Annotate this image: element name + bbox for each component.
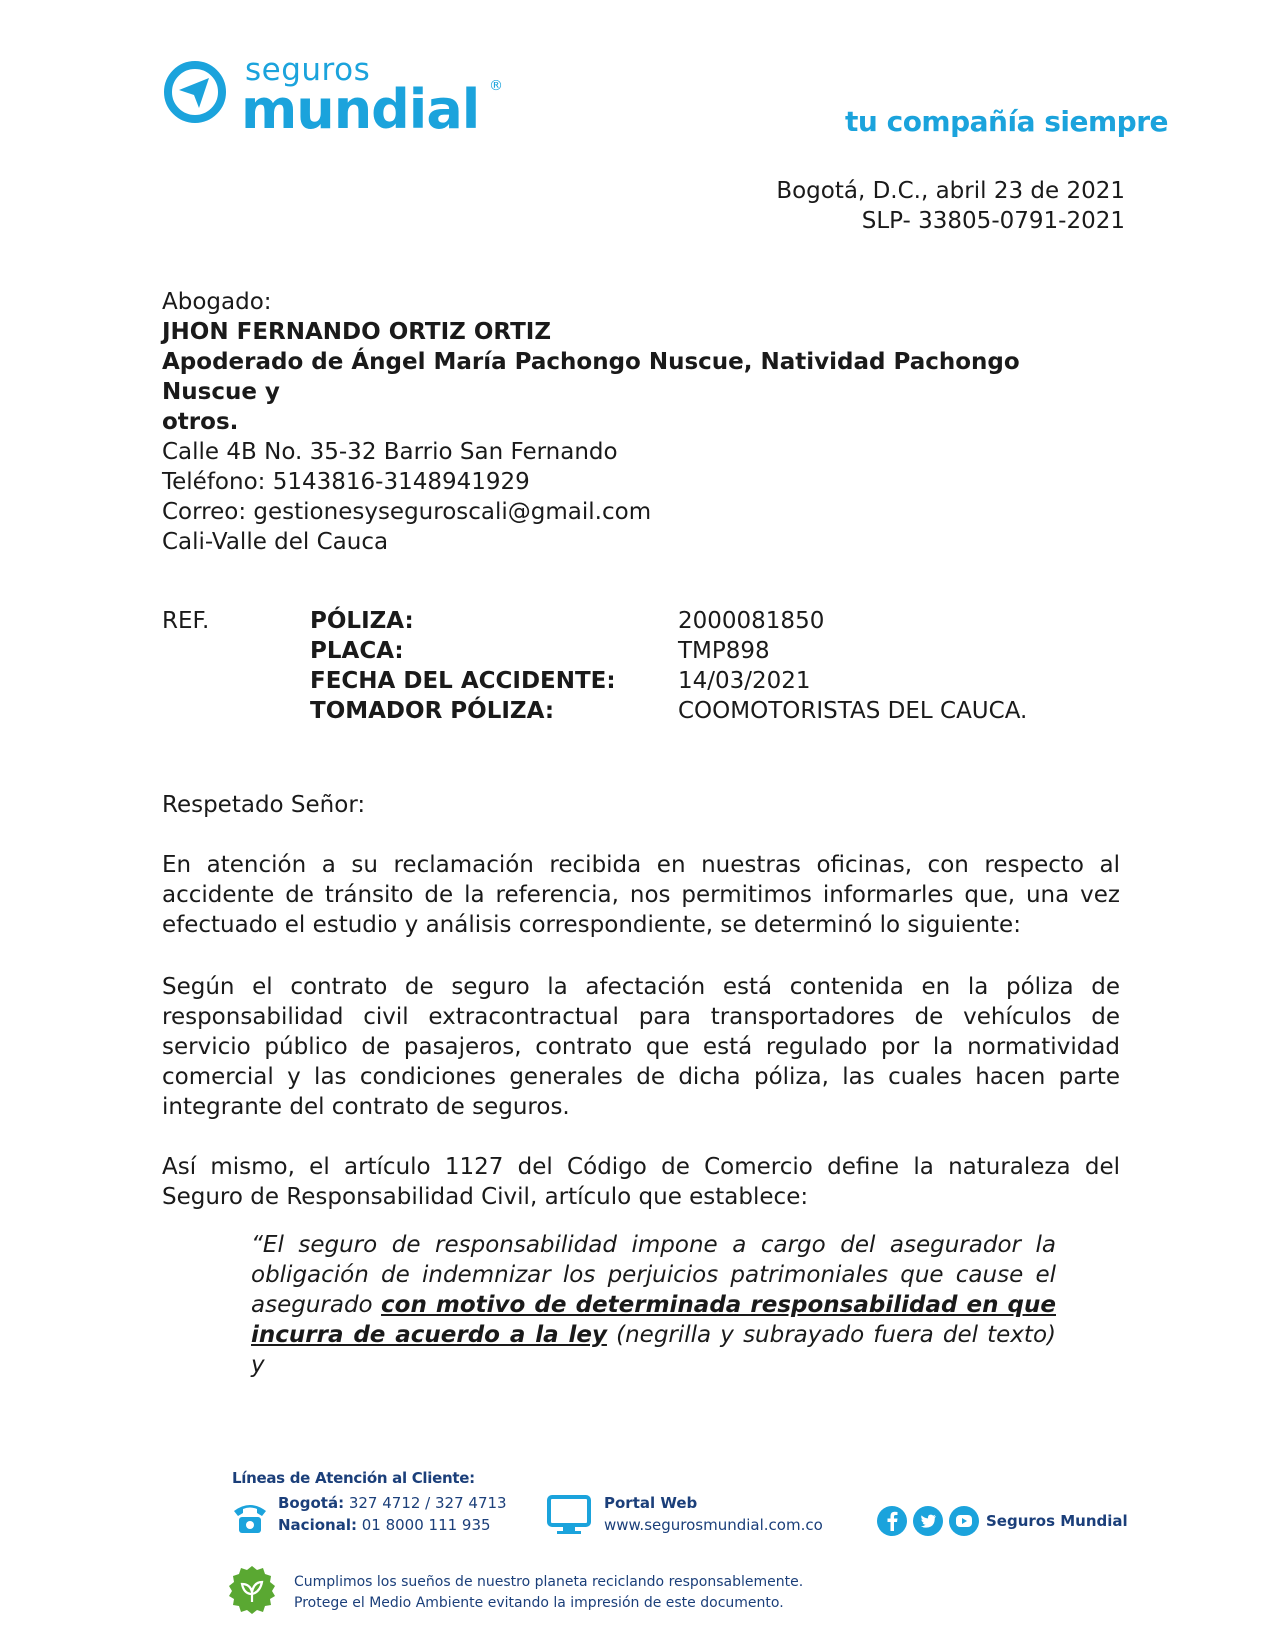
customer-lines-title: Líneas de Atención al Cliente: xyxy=(232,1469,475,1487)
addressee-phone: Teléfono: 5143816-3148941929 xyxy=(162,469,530,495)
twitter-icon[interactable] xyxy=(912,1505,944,1537)
bogota-phones: 327 4712 / 327 4713 xyxy=(344,1494,507,1512)
reference-row xyxy=(310,696,1027,726)
reference-label: REF. xyxy=(162,608,210,634)
quote-emphasis: con motivo de determinada responsabilidad en que incurra de acuerdo a la ley xyxy=(251,1292,1056,1348)
quote-text-end: (negrilla y subrayado fuera del texto) y xyxy=(251,1322,1056,1378)
addressee-block xyxy=(162,287,1122,557)
reference-row xyxy=(310,606,824,636)
recycle-leaf-icon xyxy=(226,1564,278,1616)
eco-message xyxy=(294,1572,803,1614)
registered-mark: ® xyxy=(489,78,503,94)
bogota-label: Bogotá: xyxy=(278,1494,345,1512)
addressee-city: Cali-Valle del Cauca xyxy=(162,529,389,555)
logo-text-seguros: seguros xyxy=(245,52,371,88)
reference-value: COOMOTORISTAS DEL CAUCA. xyxy=(678,698,1028,724)
portal-label: Portal Web xyxy=(604,1494,698,1512)
phone-lines xyxy=(278,1492,507,1536)
portal-web xyxy=(604,1492,823,1536)
date-block xyxy=(776,176,1125,236)
addressee-email: Correo: gestionesyseguroscali@gmail.com xyxy=(162,499,652,525)
reference-value: 2000081850 xyxy=(678,608,825,634)
reference-row xyxy=(310,636,770,666)
reference-value: 14/03/2021 xyxy=(678,668,811,694)
tagline: tu compañía siempre xyxy=(845,105,1168,138)
computer-monitor-icon xyxy=(546,1494,592,1536)
logo-text-mundial: mundial xyxy=(241,78,480,141)
reference-key: PLACA: xyxy=(310,638,404,664)
paragraph-2: Según el contrato de seguro la afectación está contenida en la póliza de responsabilidad civil extracontractual para transportadores de vehículos de servicio público de pasajeros, contrato que está regulado por la normatividad comercial y las condiciones generales de dicha póliza, las cuales hacen parte integrante del contrato de seguros. xyxy=(162,974,1120,1120)
reference-row xyxy=(310,666,811,696)
portal-url[interactable]: www.segurosmundial.com.co xyxy=(604,1516,823,1534)
reference-key: TOMADOR PÓLIZA: xyxy=(310,698,555,724)
addressee-role-line1: Apoderado de Ángel María Pachongo Nuscue, Natividad Pachongo Nuscue y xyxy=(162,349,1020,405)
legal-quote xyxy=(251,1230,1056,1380)
eco-line-2: Protege el Medio Ambiente evitando la impresión de este documento. xyxy=(294,1595,784,1611)
quote-text-start: “El seguro de responsabilidad impone a cargo del asegurador la obligación de indemnizar los perjuicios patrimoniales que cause el asegurado xyxy=(251,1232,1056,1318)
letter-reference-code: SLP- 33805-0791-2021 xyxy=(861,208,1125,234)
paragraph-1: En atención a su reclamación recibida en nuestras oficinas, con respecto al accidente de tránsito de la referencia, nos permitimos informarles que, una vez efectuado el estudio y análisis correspondiente, se determinó lo siguiente: xyxy=(162,852,1120,938)
salutation: Respetado Señor: xyxy=(162,792,366,818)
reference-value: TMP898 xyxy=(678,638,770,664)
youtube-icon[interactable] xyxy=(948,1505,980,1537)
addressee-role-line2: otros. xyxy=(162,409,239,435)
paragraph-3: Así mismo, el artículo 1127 del Código de Comercio define la naturaleza del Seguro de Responsabilidad Civil, artículo que establece: xyxy=(162,1154,1120,1210)
addressee-title: Abogado: xyxy=(162,289,272,315)
company-logo xyxy=(163,48,523,148)
letter-date: Bogotá, D.C., abril 23 de 2021 xyxy=(776,178,1125,204)
eco-line-1: Cumplimos los sueños de nuestro planeta reciclando responsablemente. xyxy=(294,1574,804,1590)
nacional-phone: 01 8000 111 935 xyxy=(356,1516,491,1534)
reference-key: PÓLIZA: xyxy=(310,608,414,634)
telephone-icon xyxy=(230,1497,270,1537)
social-label: Seguros Mundial xyxy=(986,1512,1128,1530)
addressee-address: Calle 4B No. 35-32 Barrio San Fernando xyxy=(162,439,618,465)
facebook-icon[interactable] xyxy=(876,1505,908,1537)
addressee-name: JHON FERNANDO ORTIZ ORTIZ xyxy=(162,319,552,345)
arrow-circle-logo-icon xyxy=(163,60,227,124)
reference-key: FECHA DEL ACCIDENTE: xyxy=(310,668,616,694)
nacional-label: Nacional: xyxy=(278,1516,357,1534)
